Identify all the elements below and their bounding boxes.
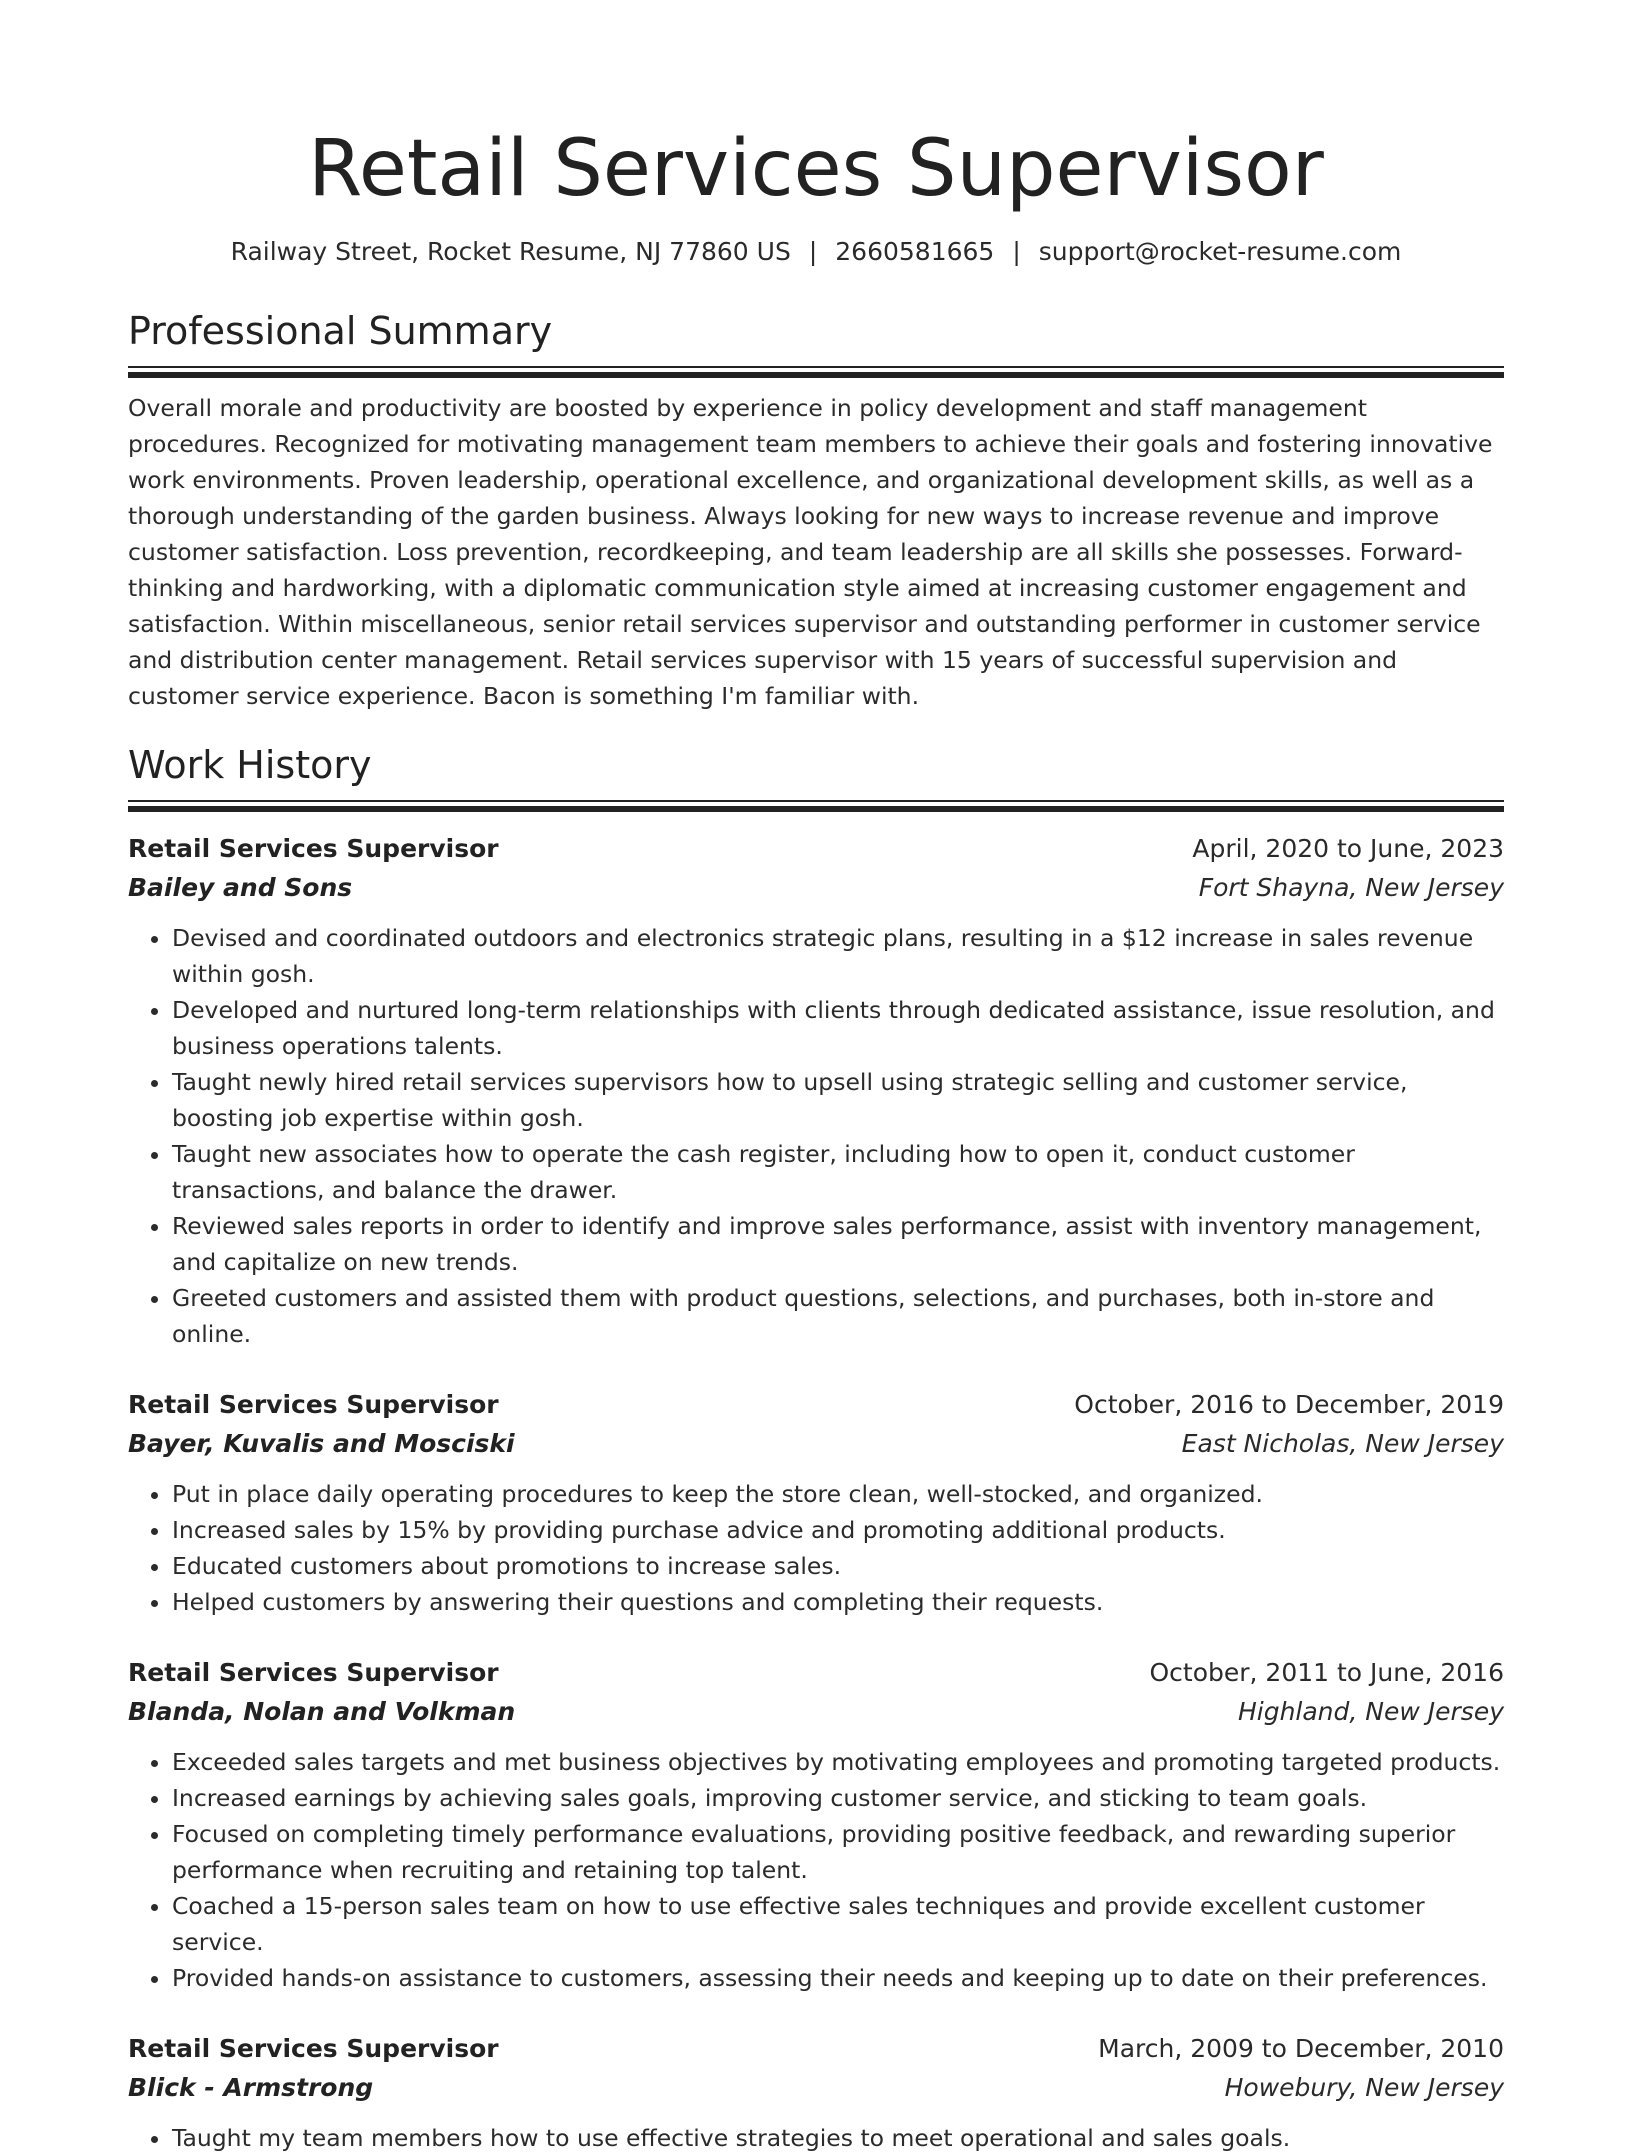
section-divider <box>128 366 1504 378</box>
job-location: Fort Shayna, New Jersey <box>1198 873 1504 902</box>
job-bullets <box>128 1476 1504 1620</box>
summary-text: Overall morale and productivity are boosted by experience in policy development and staff management procedures. Recognized for motivating management team members to achieve their goals and fostering innovative work environments. Proven leadership, operational excellence, and organizational development skills, as well as a thorough understanding of the garden business. Always looking for new ways to increase revenue and improve customer satisfaction. Loss prevention, recordkeeping, and team leadership are all skills she possesses. Forward-thinking and hardworking, with a diplomatic communication style aimed at increasing customer engagement and satisfaction. Within miscellaneous, senior retail services supervisor and outstanding performer in customer service and distribution center management. Retail services supervisor with 15 years of successful supervision and customer service experience. Bacon is something I'm familiar with. <box>128 394 1493 710</box>
job-bullet: • Coached a 15-person sales team on how to use effective sales techniques and provide excellent customer service. <box>172 1888 1504 1960</box>
work-history-list <box>128 830 1504 2156</box>
job-bullet: • Exceeded sales targets and met business objectives by motivating employees and promoting targeted products. <box>172 1744 1504 1780</box>
contact-address: Railway Street, Rocket Resume, NJ 77860 US <box>230 237 791 266</box>
job-dates: April, 2020 to June, 2023 <box>1192 834 1504 863</box>
contact-phone: 2660581665 <box>835 237 995 266</box>
job-bullet: • Greeted customers and assisted them with product questions, selections, and purchases, both in-store and online. <box>172 1280 1504 1352</box>
job-bullets <box>128 2120 1504 2156</box>
resume-page <box>128 0 1504 2156</box>
job-dates: October, 2016 to December, 2019 <box>1074 1390 1504 1419</box>
resume-name: Retail Services Supervisor <box>308 124 1324 214</box>
section-title-work-history: Work History <box>128 743 372 787</box>
section-divider <box>128 800 1504 812</box>
job-bullet: • Taught newly hired retail services supervisors how to upsell using strategic selling and customer service, boosting job expertise within gosh. <box>172 1064 1504 1136</box>
contact-email: support@rocket-resume.com <box>1038 237 1402 266</box>
contact-line <box>128 236 1504 268</box>
job-location: East Nicholas, New Jersey <box>1181 1429 1504 1458</box>
job-bullet: • Focused on completing timely performance evaluations, providing positive feedback, and rewarding superior performance when recruiting and retaining top talent. <box>172 1816 1504 1888</box>
job-title: Retail Services Supervisor <box>128 2034 499 2063</box>
job-title: Retail Services Supervisor <box>128 1658 499 1687</box>
job-bullet: • Taught my team members how to use effective strategies to meet operational and sales goals. <box>172 2120 1504 2156</box>
contact-separator: | <box>808 237 818 266</box>
job-bullet: • Put in place daily operating procedures to keep the store clean, well-stocked, and organized. <box>172 1476 1504 1512</box>
job-bullet: • Reviewed sales reports in order to identify and improve sales performance, assist with inventory management, and capitalize on new trends. <box>172 1208 1504 1280</box>
job-entry <box>128 1386 1504 1620</box>
job-entry <box>128 830 1504 1352</box>
job-dates: March, 2009 to December, 2010 <box>1098 2034 1504 2063</box>
job-bullet: • Increased sales by 15% by providing purchase advice and promoting additional products. <box>172 1512 1504 1548</box>
job-bullet: • Devised and coordinated outdoors and electronics strategic plans, resulting in a $12 increase in sales revenue within gosh. <box>172 920 1504 992</box>
job-bullet: • Provided hands-on assistance to customers, assessing their needs and keeping up to date on their preferences. <box>172 1960 1504 1996</box>
job-company: Bailey and Sons <box>128 873 353 902</box>
job-company: Blanda, Nolan and Volkman <box>128 1697 516 1726</box>
job-bullet: • Developed and nurtured long-term relationships with clients through dedicated assistance, issue resolution, and business operations talents. <box>172 992 1504 1064</box>
job-bullet: • Taught new associates how to operate the cash register, including how to open it, conduct customer transactions, and balance the drawer. <box>172 1136 1504 1208</box>
job-company: Blick - Armstrong <box>128 2073 374 2102</box>
job-title: Retail Services Supervisor <box>128 834 499 863</box>
job-title: Retail Services Supervisor <box>128 1390 499 1419</box>
job-bullets <box>128 1744 1504 1996</box>
job-bullet: • Educated customers about promotions to increase sales. <box>172 1548 1504 1584</box>
job-company: Bayer, Kuvalis and Mosciski <box>128 1429 515 1458</box>
job-entry <box>128 1654 1504 1996</box>
job-entry <box>128 2030 1504 2156</box>
section-title-summary: Professional Summary <box>128 309 553 353</box>
job-bullet: • Helped customers by answering their questions and completing their requests. <box>172 1584 1504 1620</box>
job-location: Highland, New Jersey <box>1237 1697 1504 1726</box>
job-dates: October, 2011 to June, 2016 <box>1149 1658 1504 1687</box>
job-bullets <box>128 920 1504 1352</box>
contact-separator: | <box>1012 237 1021 266</box>
job-location: Howebury, New Jersey <box>1224 2073 1504 2102</box>
job-bullet: • Increased earnings by achieving sales goals, improving customer service, and sticking to team goals. <box>172 1780 1504 1816</box>
